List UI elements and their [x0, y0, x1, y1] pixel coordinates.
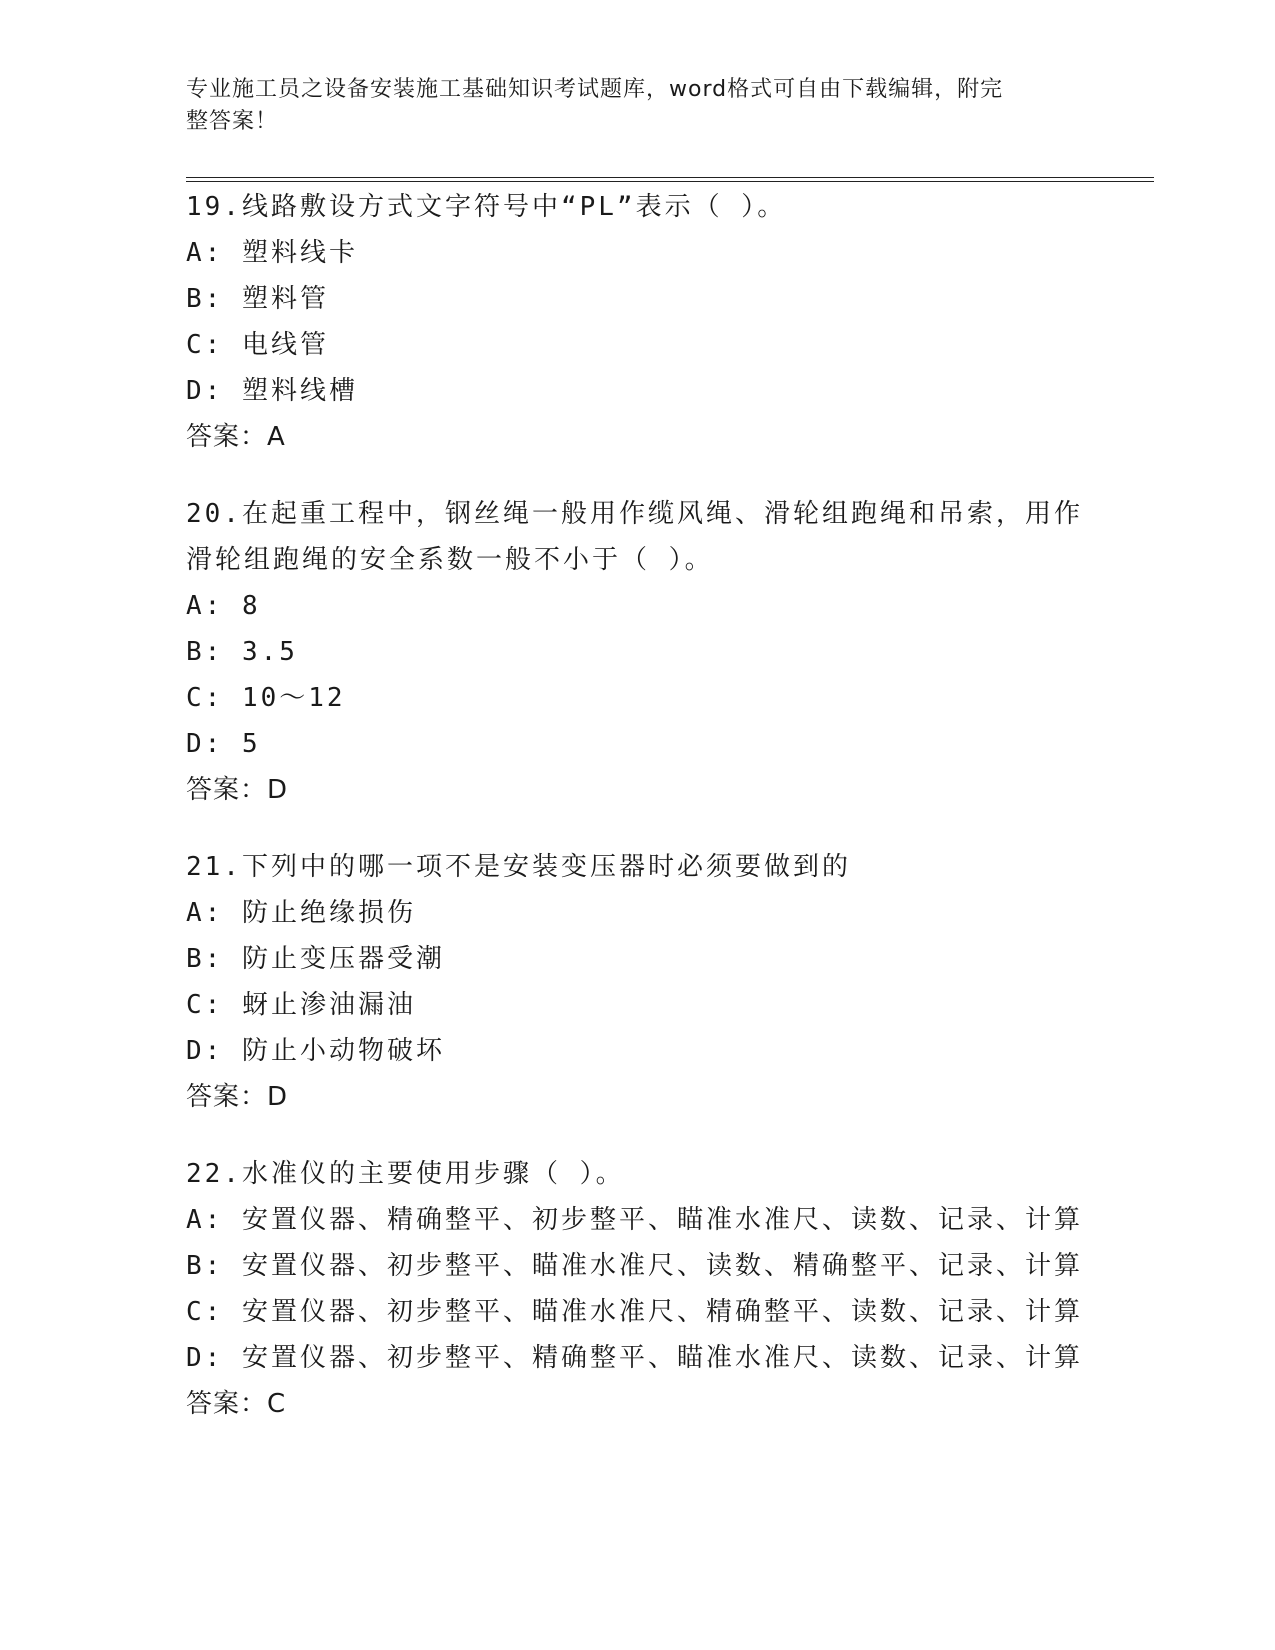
option-text: 电线管 — [241, 330, 329, 360]
option-text: 塑料线卡 — [241, 238, 358, 268]
option-text: 安置仪器、初步整平、精确整平、瞄准水准尺、读数、记录、计算 — [241, 1343, 1083, 1373]
answer-line — [186, 767, 1086, 813]
option-b: B: 塑料管 — [186, 276, 1086, 322]
answer-line — [186, 414, 1086, 460]
answer-line — [186, 1074, 1086, 1120]
option-d: D: 5 — [186, 721, 1086, 767]
option-a: A: 塑料线卡 — [186, 230, 1086, 276]
option-text: 10～12 — [241, 683, 346, 713]
option-text: 防止小动物破坏 — [241, 1036, 445, 1066]
option-d: D: 安置仪器、初步整平、精确整平、瞄准水准尺、读数、记录、计算 — [186, 1335, 1086, 1381]
option-letter: A — [186, 1205, 205, 1235]
option-text: 3.5 — [241, 637, 298, 667]
question-stem: 19.线路敷设方式文字符号中“PL”表示（ ）。 — [186, 192, 787, 222]
option-a: A: 8 — [186, 583, 1086, 629]
option-letter: A — [186, 238, 205, 268]
option-d: D: 防止小动物破坏 — [186, 1028, 1086, 1074]
option-c: C: 蚜止渗油漏油 — [186, 982, 1086, 1028]
option-text: 塑料线槽 — [241, 376, 358, 406]
option-letter: D — [186, 1036, 205, 1066]
answer-value: D — [267, 775, 289, 805]
option-b: B: 防止变压器受潮 — [186, 936, 1086, 982]
option-letter: D — [186, 1343, 205, 1373]
answer-label: 答案： — [186, 422, 268, 452]
option-a: A: 安置仪器、精确整平、初步整平、瞄准水准尺、读数、记录、计算 — [186, 1197, 1086, 1243]
answer-value: A — [267, 422, 286, 452]
option-text: 安置仪器、初步整平、瞄准水准尺、精确整平、读数、记录、计算 — [241, 1297, 1083, 1327]
header-line-2: 整答案！ — [186, 109, 279, 134]
option-letter: B — [186, 944, 205, 974]
option-text: 蚜止渗油漏油 — [241, 990, 416, 1020]
option-letter: C — [186, 683, 205, 713]
option-letter: D — [186, 729, 205, 759]
question-22 — [186, 1151, 1086, 1427]
answer-value: C — [267, 1389, 287, 1419]
option-letter: B — [186, 637, 205, 667]
option-b: B: 3.5 — [186, 629, 1086, 675]
question-20 — [186, 491, 1086, 813]
option-c: C: 10～12 — [186, 675, 1086, 721]
answer-value: D — [267, 1082, 289, 1112]
option-c: C: 电线管 — [186, 322, 1086, 368]
option-letter: C — [186, 330, 205, 360]
option-text: 5 — [241, 729, 261, 759]
option-letter: C — [186, 990, 205, 1020]
option-d: D: 塑料线槽 — [186, 368, 1086, 414]
answer-label: 答案： — [186, 1082, 268, 1112]
answer-line — [186, 1381, 1086, 1427]
question-19 — [186, 184, 1086, 460]
option-letter: B — [186, 1251, 205, 1281]
option-text: 防止绝缘损伤 — [241, 898, 416, 928]
option-letter: A — [186, 898, 205, 928]
question-stem: 22.水准仪的主要使用步骤（ ）。 — [186, 1159, 625, 1189]
question-stem: 20.在起重工程中，钢丝绳一般用作缆风绳、滑轮组跑绳和吊索，用作 — [186, 499, 1083, 529]
option-text: 8 — [241, 591, 261, 621]
document-header — [186, 74, 1066, 138]
question-stem-cont: 滑轮组跑绳的安全系数一般不小于（ ）。 — [186, 545, 714, 575]
option-text: 安置仪器、精确整平、初步整平、瞄准水准尺、读数、记录、计算 — [241, 1205, 1083, 1235]
option-letter: C — [186, 1297, 205, 1327]
answer-label: 答案： — [186, 775, 268, 805]
option-text: 塑料管 — [241, 284, 329, 314]
question-21 — [186, 844, 1086, 1120]
option-c: C: 安置仪器、初步整平、瞄准水准尺、精确整平、读数、记录、计算 — [186, 1289, 1086, 1335]
header-divider — [186, 177, 1154, 182]
option-text: 安置仪器、初步整平、瞄准水准尺、读数、精确整平、记录、计算 — [241, 1251, 1083, 1281]
answer-label: 答案： — [186, 1389, 268, 1419]
option-letter: B — [186, 284, 205, 314]
option-b: B: 安置仪器、初步整平、瞄准水准尺、读数、精确整平、记录、计算 — [186, 1243, 1086, 1289]
header-line-1: 专业施工员之设备安装施工基础知识考试题库，word格式可自由下载编辑，附完 — [186, 77, 1004, 102]
option-a: A: 防止绝缘损伤 — [186, 890, 1086, 936]
question-stem: 21.下列中的哪一项不是安装变压器时必须要做到的 — [186, 852, 851, 882]
option-letter: A — [186, 591, 205, 621]
option-text: 防止变压器受潮 — [241, 944, 445, 974]
option-letter: D — [186, 376, 205, 406]
